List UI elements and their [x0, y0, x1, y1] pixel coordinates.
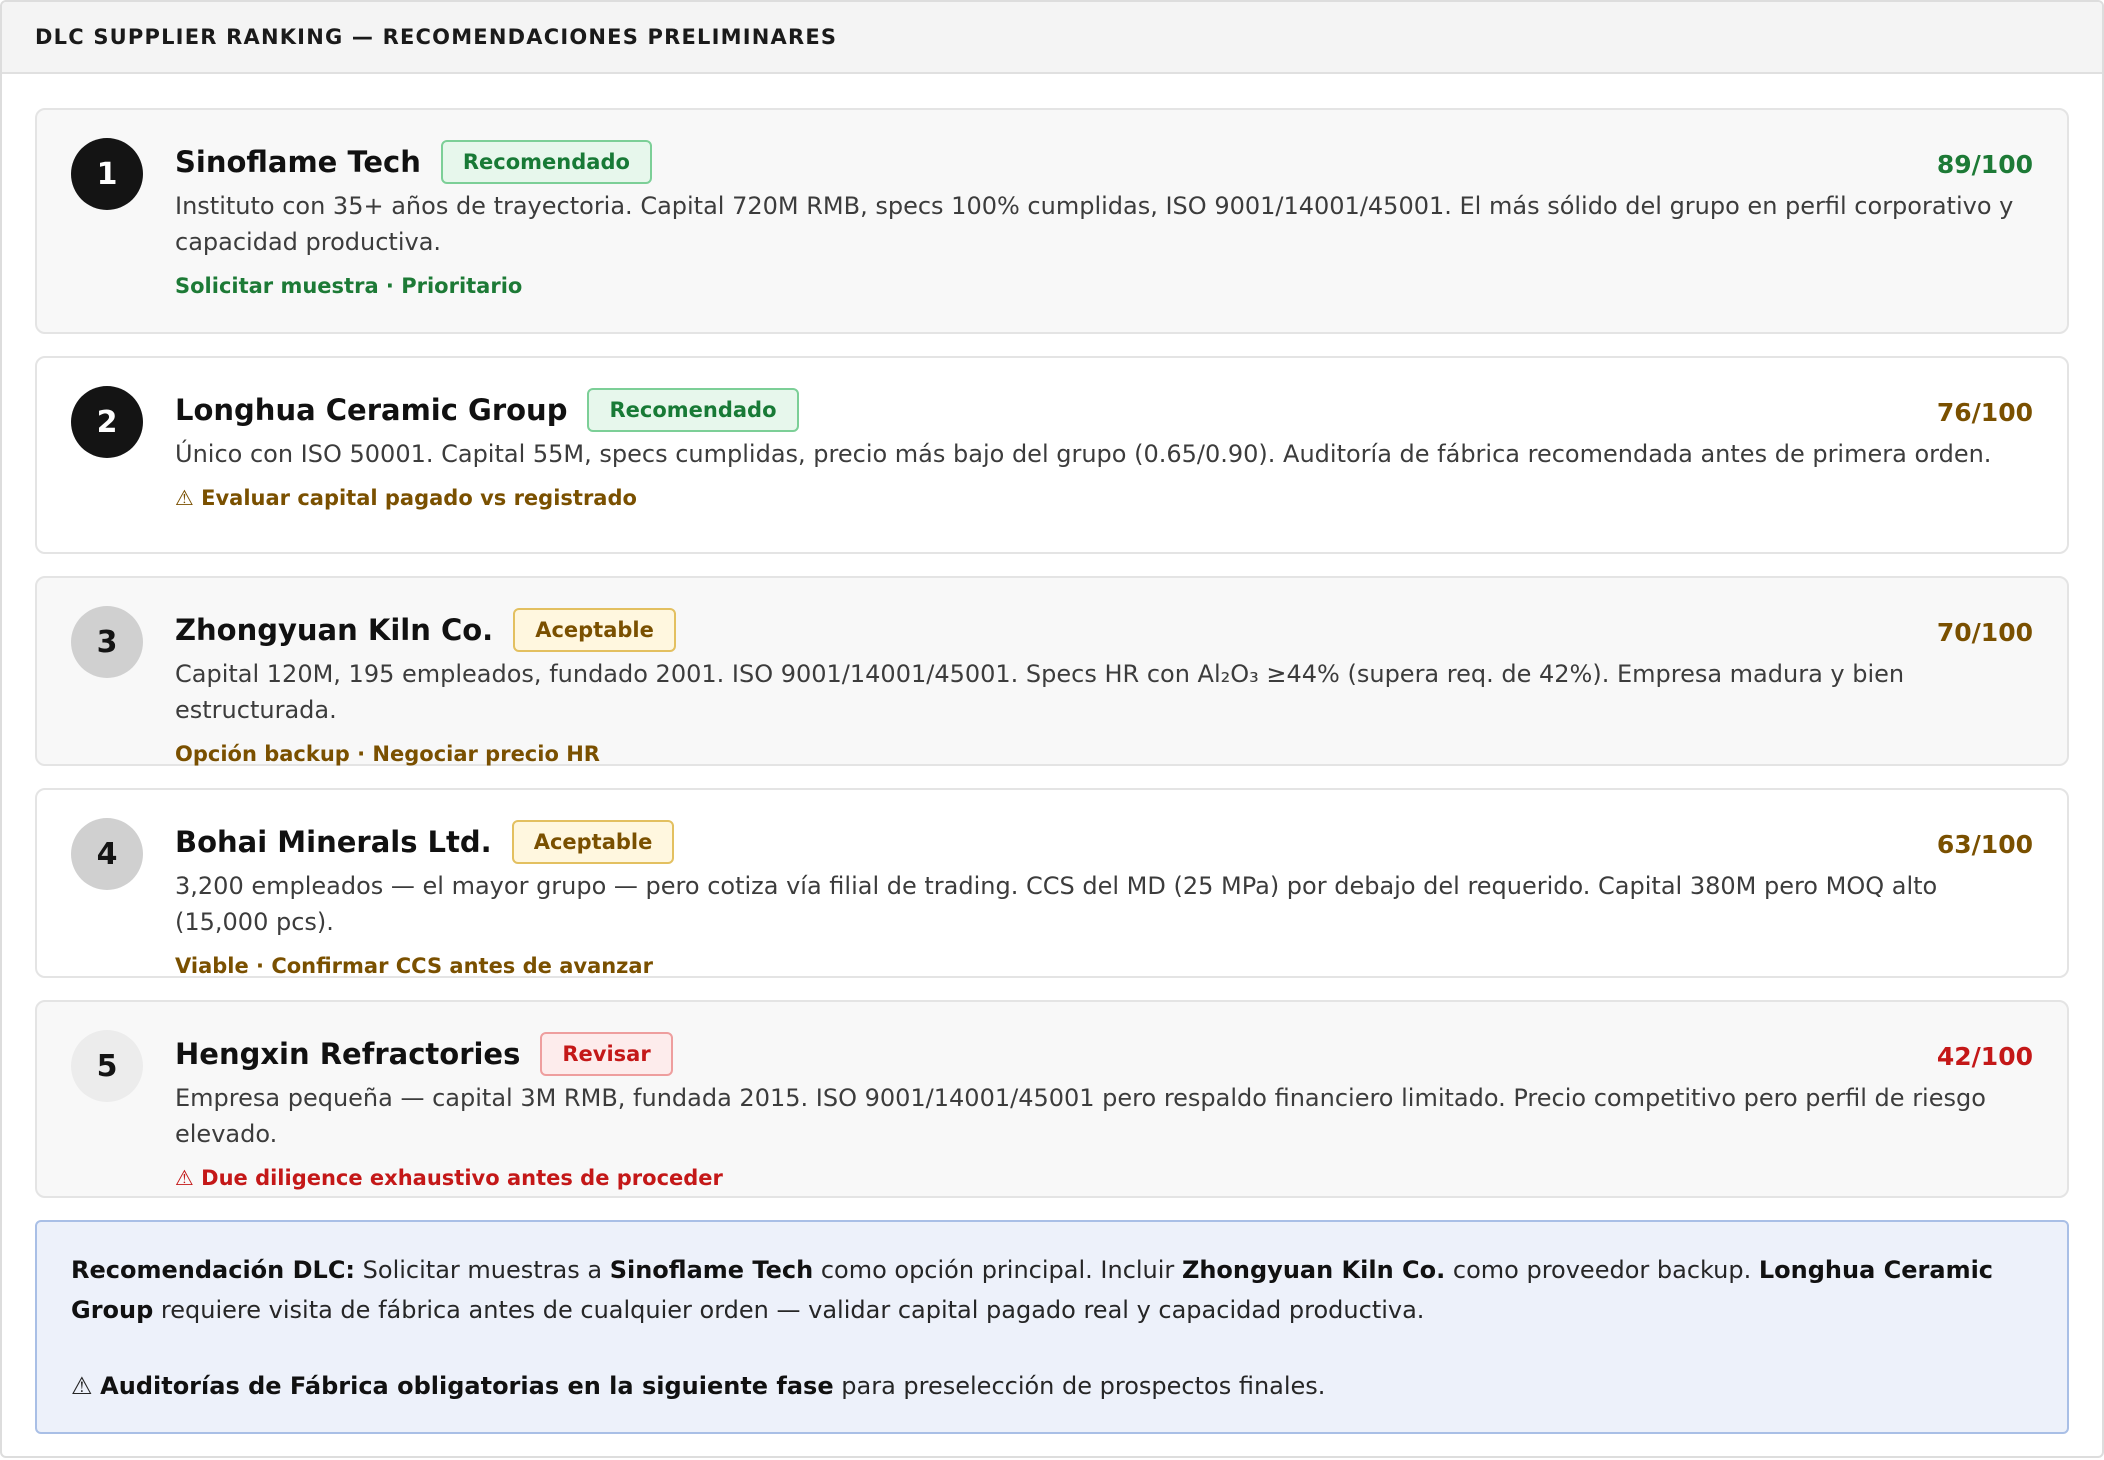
- action-note: [175, 1162, 2033, 1194]
- summary-supplier-backup: Zhongyuan Kiln Co.: [1181, 1256, 1446, 1284]
- rank-badge: 1: [71, 138, 143, 210]
- status-badge: Revisar: [540, 1032, 672, 1076]
- note-text: Due diligence exhaustivo antes de proceder: [201, 1166, 723, 1190]
- summary-text: requiere visita de fábrica antes de cualquier orden — validar capital pagado real y capacidad productiva.: [153, 1296, 1425, 1324]
- recommendation-summary: [35, 1220, 2069, 1434]
- summary-supplier-audit: Longhua Ceramic Group: [71, 1256, 1994, 1324]
- supplier-description: Único con ISO 50001. Capital 55M, specs cumplidas, precio más bajo del grupo (0.65/0.90). Auditoría de fábrica recomendada antes de primera orden.: [175, 440, 1992, 468]
- warning-icon: ⚠: [71, 1372, 93, 1400]
- supplier-card-4: [35, 788, 2069, 978]
- supplier-score: 89/100: [1936, 150, 2033, 179]
- supplier-score: 63/100: [1936, 830, 2033, 859]
- rank-badge: 5: [71, 1030, 143, 1102]
- supplier-description: 3,200 empleados — el mayor grupo — pero cotiza vía filial de trading. CCS del MD (25 MPa) por debajo del requerido. Capital 380M pero MOQ alto (15,000 pcs).: [175, 872, 1938, 936]
- summary-text: Solicitar muestras a: [355, 1256, 610, 1284]
- supplier-name: Bohai Minerals Ltd.: [175, 825, 492, 859]
- supplier-name: Hengxin Refractories: [175, 1037, 521, 1071]
- supplier-card-1: [35, 108, 2069, 334]
- supplier-description: Instituto con 35+ años de trayectoria. Capital 720M RMB, specs 100% cumplidas, ISO 9001/14001/45001. El más sólido del grupo en perfil corporativo y capacidad productiva.: [175, 192, 2014, 256]
- rank-badge: 2: [71, 386, 143, 458]
- action-note: [175, 738, 2033, 770]
- panel-title: DLC SUPPLIER RANKING — RECOMENDACIONES PRELIMINARES: [35, 25, 838, 49]
- status-badge: Recomendado: [441, 140, 652, 184]
- supplier-card-3: [35, 576, 2069, 766]
- summary-text: como proveedor backup.: [1445, 1256, 1759, 1284]
- note-text: Opción backup · Negociar precio HR: [175, 742, 600, 766]
- panel-header: [2, 2, 2102, 74]
- note-text: Solicitar muestra · Prioritario: [175, 274, 523, 298]
- supplier-name: Longhua Ceramic Group: [175, 393, 568, 427]
- supplier-description: Capital 120M, 195 empleados, fundado 2001. ISO 9001/14001/45001. Specs HR con Al₂O₃ ≥44% (supera req. de 42%). Empresa madura y bien estructurada.: [175, 660, 1905, 724]
- action-note: [175, 950, 2033, 982]
- rank-badge: 3: [71, 606, 143, 678]
- rank-badge: 4: [71, 818, 143, 890]
- warning-icon: ⚠: [175, 1166, 194, 1190]
- status-badge: Recomendado: [587, 388, 798, 432]
- supplier-description: Empresa pequeña — capital 3M RMB, fundada 2015. ISO 9001/14001/45001 pero respaldo financiero limitado. Precio competitivo pero perfil de riesgo elevado.: [175, 1084, 1986, 1148]
- summary-text: como opción principal. Incluir: [813, 1256, 1182, 1284]
- summary-label: Recomendación DLC:: [71, 1256, 356, 1284]
- supplier-card-5: [35, 1000, 2069, 1198]
- supplier-name: Sinoflame Tech: [175, 145, 421, 179]
- supplier-score: 76/100: [1936, 398, 2033, 427]
- supplier-score: 70/100: [1936, 618, 2033, 647]
- note-text: Evaluar capital pagado vs registrado: [201, 486, 637, 510]
- supplier-name: Zhongyuan Kiln Co.: [175, 613, 494, 647]
- status-badge: Aceptable: [512, 820, 675, 864]
- status-badge: Aceptable: [513, 608, 676, 652]
- supplier-score: 42/100: [1936, 1042, 2033, 1071]
- warning-icon: ⚠: [175, 486, 194, 510]
- warning-bold: Auditorías de Fábrica obligatorias en la siguiente fase: [100, 1372, 834, 1400]
- summary-paragraph: [71, 1250, 2033, 1330]
- action-note: [175, 270, 2033, 302]
- action-note: [175, 482, 2033, 514]
- summary-supplier-primary: Sinoflame Tech: [609, 1256, 814, 1284]
- note-text: Viable · Confirmar CCS antes de avanzar: [175, 954, 653, 978]
- summary-warning: [71, 1366, 2033, 1406]
- supplier-list: [2, 74, 2102, 1198]
- supplier-card-2: [35, 356, 2069, 554]
- warning-text: para preselección de prospectos finales.: [833, 1372, 1326, 1400]
